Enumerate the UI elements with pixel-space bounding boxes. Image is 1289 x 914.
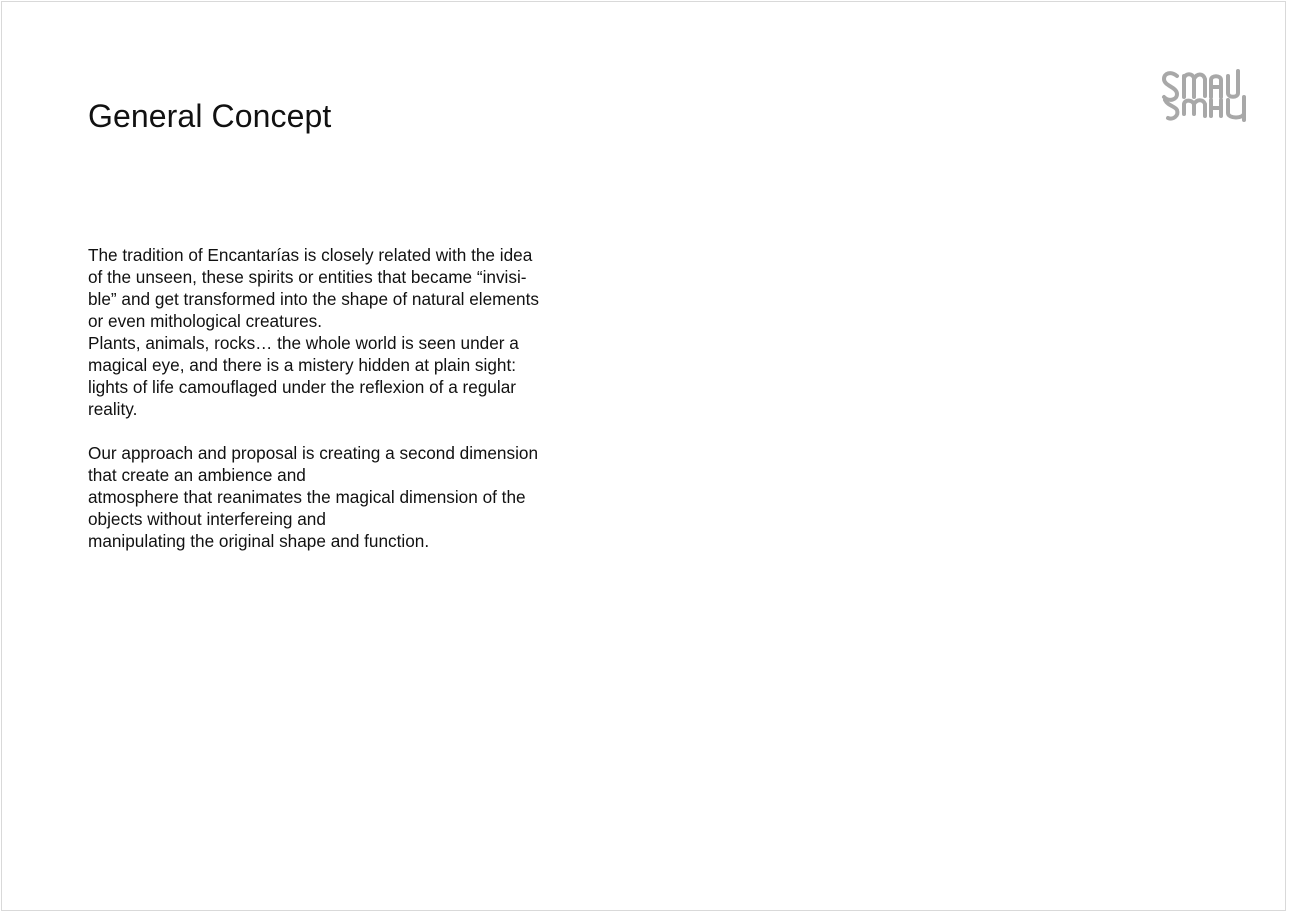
approach-paragraph (88, 442, 578, 552)
paragraph-line: that create an ambience and (88, 465, 306, 485)
paragraph-line: lights of life camouflaged under the reflexion of a regular (88, 377, 517, 397)
paragraph-line: Plants, animals, rocks… the whole world is seen under a (88, 333, 519, 353)
paragraph-line: ble” and get transformed into the shape of natural elements (88, 289, 539, 309)
document-page (1, 1, 1286, 911)
concept-paragraph (88, 244, 578, 420)
page-title: General Concept (88, 98, 332, 134)
paragraph-line: objects without interfereing and (88, 509, 326, 529)
stylized-brand-logo-icon (1160, 69, 1250, 122)
paragraph-line: atmosphere that reanimates the magical dimension of the (88, 487, 526, 507)
paragraph-line: of the unseen, these spirits or entities that became “invisi- (88, 267, 527, 287)
paragraph-line: The tradition of Encantarías is closely related with the idea (88, 245, 533, 265)
paragraph-line: or even mithological creatures. (88, 311, 323, 331)
concept-body-copy (88, 244, 578, 552)
paragraph-line: reality. (88, 399, 138, 419)
paragraph-line: manipulating the original shape and function. (88, 531, 430, 551)
paragraph-line: magical eye, and there is a mistery hidden at plain sight: (88, 355, 517, 375)
paragraph-line: Our approach and proposal is creating a second dimension (88, 443, 539, 463)
brand-logo (1160, 69, 1250, 122)
